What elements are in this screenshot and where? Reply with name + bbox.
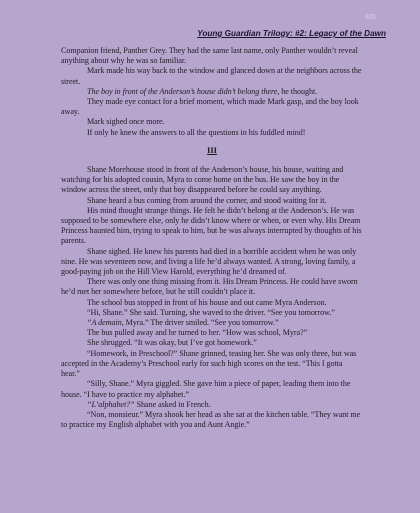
paragraph: Shane Morehouse stood in front of the Anderson’s house, his house, waiting and watching for his adopted cousin, Myra to come home on the bus. He saw the boy in the window across the street, only that boy disappeared before he could say anything. (61, 165, 344, 195)
paragraph: “Homework, in Preschool?” Shane grinned, teasing her. She was only three, but was accepted in the Academy’s Preschool early for such high scores on the test. “This I gotta hear.” (61, 348, 357, 379)
page-number: 305 (364, 14, 376, 21)
running-header: Young Guardian Trilogy: #2: Legacy of the Dawn (197, 29, 386, 38)
paragraph: The school bus stopped in front of his house and out came Myra Anderson. (87, 297, 327, 307)
paragraph: Mark sighed once more. (87, 117, 165, 127)
paragraph: If only he knew the answers to all the questions in his fuddled mind! (87, 127, 306, 137)
section-break: III (207, 144, 217, 155)
paragraph: His mind thought strange things. He felt he didn’t belong at the Anderson’s. He was supposed to be somewhere else, only he didn’t know where or when, or even why. His Dream Princess haunted him, trying to speak to him, but he was always interrupted by thoughts of his parents. (61, 205, 362, 246)
paragraph: “Non, monsieur.” Myra shook her head as she sat at the kitchen table. “They want me to practice my English alphabet with you and Aunt Angie.” (61, 409, 361, 430)
paragraph: The bus pulled away and he turned to her. “How was school, Myra?” (87, 328, 308, 338)
paragraph: Shane sighed. He knew his parents had died in a horrible accident when he was only nine. He was seventeen now, and living a life he’d always wanted. A strong, loving family, a good-paying job on the Hill View Harold, everything he’d dreamed of. (61, 246, 357, 277)
paragraph: Mark made his way back to the window and glanced down at the neighbors across the street. (61, 66, 362, 86)
italic-thought: The boy in front of the Anderson’s house didn’t belong there, (87, 86, 280, 96)
body-text (61, 46, 363, 430)
paragraph: She shrugged. “It was okay, but I’ve got homework.” (87, 338, 257, 348)
italic-french: “A demain, (87, 318, 124, 328)
paragraph: They made eye contact for a brief moment, which made Mark gasp, and the boy look away. (61, 97, 359, 117)
paragraph (61, 400, 363, 410)
paragraph: Shane heard a bus coming from around the corner, and stood waiting for it. (87, 195, 327, 205)
paragraph: “Hi, Shane.” She said. Turning, she waved to the driver. “See you tomorrow.” (87, 307, 335, 317)
paragraph-text: he thought. (279, 86, 318, 96)
paragraph-text: Shane asked in French. (134, 399, 211, 409)
italic-french: “L’alphabet?” (87, 399, 135, 409)
paragraph-text: Myra.” The driver smiled. “See you tomorrow.” (123, 318, 279, 328)
paragraph: “Silly, Shane.” Myra giggled. She gave him a piece of paper, leading them into the house. “I have to practice my alphabet.” (61, 379, 351, 399)
paragraph: Companion friend, Panther Grey. They had the same last name, only Panther wouldn’t reveal anything about why he was so familiar. (61, 46, 358, 66)
paragraph (61, 87, 363, 97)
paragraph (61, 318, 363, 328)
paragraph: There was only one thing missing from it. His Dream Princess. He could have sworn he’d met her somewhere before, but he still couldn’t place it. (61, 277, 358, 297)
